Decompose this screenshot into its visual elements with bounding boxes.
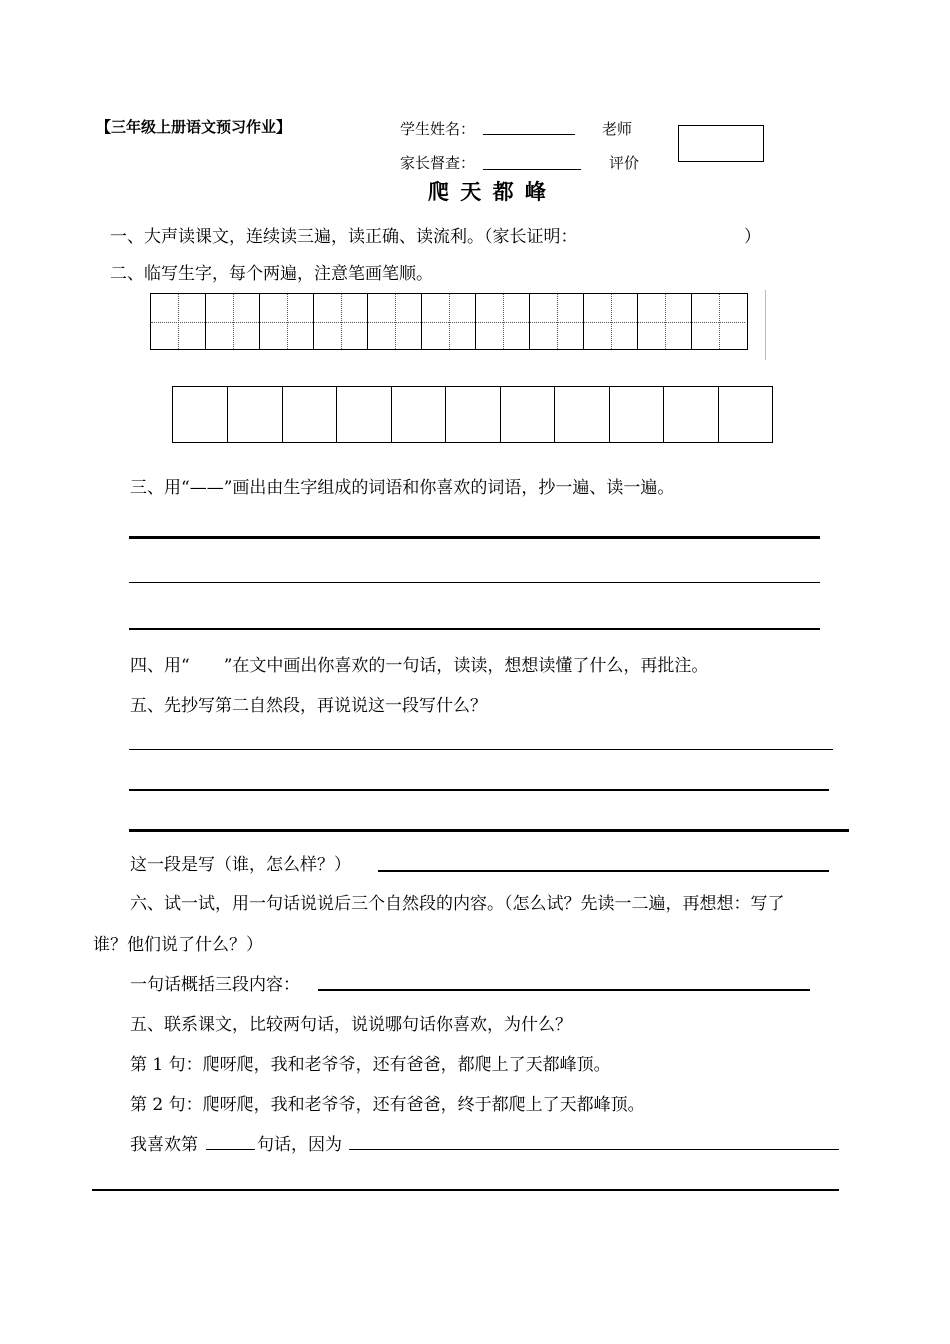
answer-line[interactable]: [129, 789, 829, 791]
writing-cell[interactable]: [259, 294, 313, 349]
parent-check-field[interactable]: [483, 152, 581, 170]
writing-cell[interactable]: [554, 387, 608, 442]
question-1: 一、大声读课文，连续读三遍，读正确、读流利。（家长证明：: [110, 227, 578, 247]
writing-cell[interactable]: [313, 294, 367, 349]
answer-line[interactable]: [349, 1149, 839, 1150]
writing-cell[interactable]: [445, 387, 499, 442]
sentence-choice-field[interactable]: [206, 1149, 255, 1150]
answer-line[interactable]: [318, 989, 810, 991]
question-2: 二、临写生字，每个两遍，注意笔画笔顺。: [110, 264, 433, 284]
sentence-2: 第 2 句：爬呀爬，我和老爷爷，还有爸爸，终于都爬上了天都峰顶。: [130, 1095, 645, 1115]
writing-grid-top: [150, 293, 748, 350]
writing-cell[interactable]: [205, 294, 259, 349]
writing-cell[interactable]: [227, 387, 281, 442]
parent-check-label: 家长督查：: [400, 154, 476, 172]
writing-cell[interactable]: [718, 387, 772, 442]
writing-cell[interactable]: [500, 387, 554, 442]
page-title: 爬 天 都 峰: [428, 180, 548, 204]
answer-line[interactable]: [129, 536, 820, 539]
question-1-close: ）: [744, 227, 761, 247]
answer-prefix: 我喜欢第: [130, 1135, 198, 1155]
answer-line[interactable]: [129, 829, 849, 832]
answer-line[interactable]: [92, 1189, 839, 1191]
question-3: 三、用“——”画出由生字组成的词语和你喜欢的词语，抄一遍、读一遍。: [130, 478, 675, 498]
student-name-label: 学生姓名：: [400, 120, 476, 138]
question-7: 五、联系课文，比较两句话，说说哪句话你喜欢，为什么？: [130, 1015, 572, 1035]
question-6-sub: 一句话概括三段内容：: [130, 975, 300, 995]
student-name-field[interactable]: [483, 118, 575, 135]
writing-cell[interactable]: [691, 294, 745, 349]
worksheet-tag: 【三年级上册语文预习作业】: [96, 118, 292, 136]
writing-cell[interactable]: [529, 294, 583, 349]
sentence-1: 第 1 句：爬呀爬，我和老爷爷，还有爸爸，都爬上了天都峰顶。: [130, 1055, 611, 1075]
writing-cell[interactable]: [609, 387, 663, 442]
writing-cell[interactable]: [421, 294, 475, 349]
answer-line[interactable]: [378, 870, 829, 872]
writing-cell[interactable]: [475, 294, 529, 349]
question-6-line-2: 谁？他们说了什么？）: [93, 935, 263, 955]
answer-line[interactable]: [129, 582, 820, 583]
writing-cell[interactable]: [583, 294, 637, 349]
grid-divider: [765, 290, 766, 360]
question-5-sub: 这一段是写（谁，怎么样？）: [130, 855, 351, 875]
question-5: 五、先抄写第二自然段，再说说这一段写什么？: [130, 696, 487, 716]
writing-cell[interactable]: [663, 387, 717, 442]
writing-cell[interactable]: [367, 294, 421, 349]
writing-cell[interactable]: [282, 387, 336, 442]
evaluation-label: 评价: [609, 154, 640, 172]
writing-grid-bottom: [172, 386, 773, 443]
question-4: 四、用“ ”在文中画出你喜欢的一句话，读读，想想读懂了什么，再批注。: [130, 656, 709, 676]
answer-line[interactable]: [129, 628, 820, 630]
teacher-label: 老师: [602, 120, 633, 138]
writing-cell[interactable]: [151, 294, 205, 349]
answer-middle: 句话，因为: [257, 1135, 342, 1155]
writing-cell[interactable]: [637, 294, 691, 349]
writing-cell[interactable]: [336, 387, 390, 442]
question-6-line-1: 六、试一试，用一句话说说后三个自然段的内容。（怎么试？先读一二遍，再想想：写了: [130, 894, 785, 914]
writing-cell[interactable]: [173, 387, 227, 442]
answer-line[interactable]: [129, 749, 833, 750]
teacher-evaluation-box[interactable]: [678, 125, 764, 162]
writing-cell[interactable]: [391, 387, 445, 442]
